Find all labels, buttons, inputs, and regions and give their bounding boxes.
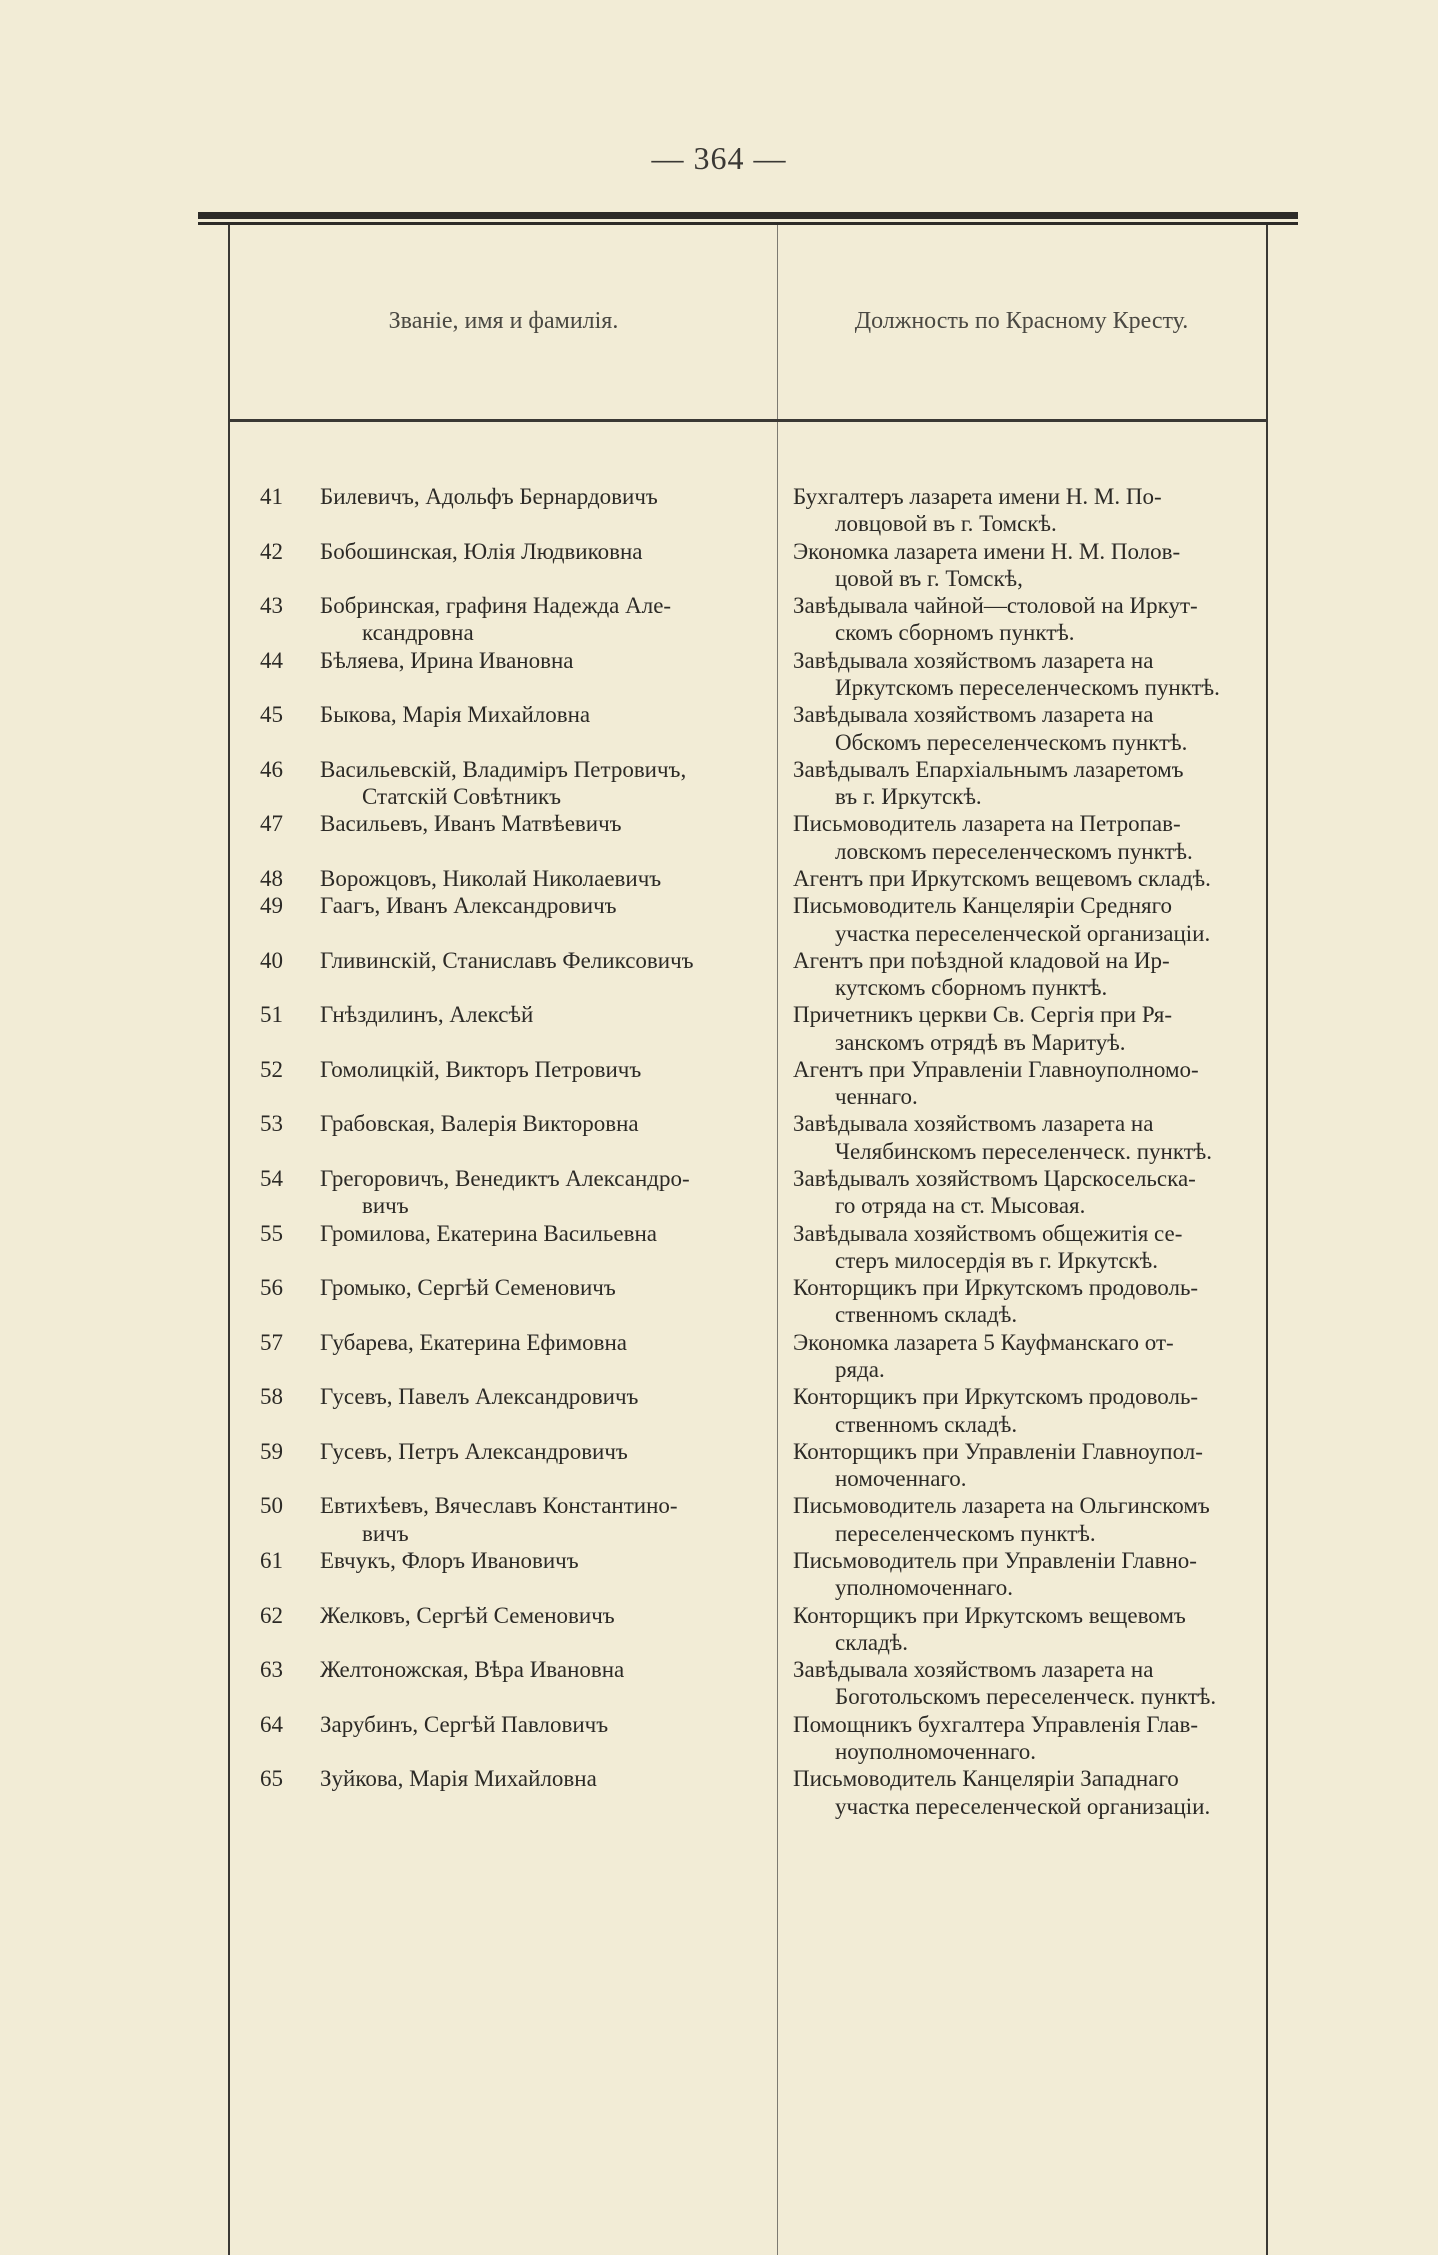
entry-position: Агентъ при Управленіи Главноуполномо-: [793, 1056, 1199, 1082]
entry-name: Громилова, Екатерина Васильевна: [320, 1220, 657, 1246]
entry-name-cell: [283, 1602, 777, 1657]
table-row: [0, 1602, 1438, 1657]
table-row: [0, 947, 1438, 1002]
entry-position: Конторщикъ при Управленіи Главноупол-: [793, 1438, 1203, 1464]
entry-name-cell: [283, 810, 777, 865]
table-row: [0, 1711, 1438, 1766]
entry-name: Губарева, Екатерина Ефимовна: [320, 1329, 628, 1355]
entry-position-cell: [777, 647, 1237, 702]
table-row: [0, 1438, 1438, 1493]
entry-number: 43: [260, 593, 283, 619]
table-row: [0, 1383, 1438, 1438]
entry-position-continued: стеръ милосердія въ г. Иркутскѣ.: [835, 1247, 1159, 1273]
entry-position-cell: [777, 1602, 1237, 1657]
entry-position-cell: [777, 1165, 1237, 1220]
entry-name: Громыко, Сергѣй Семеновичъ: [320, 1275, 616, 1301]
entry-number: 56: [260, 1275, 283, 1301]
entry-name-cell: [283, 1765, 777, 1820]
entry-position-continued: уполномоченнаго.: [835, 1575, 1014, 1601]
entry-position-cell: [777, 892, 1237, 947]
entry-number: 63: [260, 1657, 283, 1683]
entry-name-continued: вичъ: [362, 1520, 409, 1546]
entry-name: Гомолицкій, Викторъ Петровичъ: [320, 1056, 642, 1082]
entry-position-continued: участка переселенческой организаціи.: [835, 1793, 1211, 1819]
entry-position-continued: ряда.: [835, 1357, 885, 1382]
entry-name: Билевичъ, Адольфъ Бернардовичъ: [320, 484, 658, 509]
entry-position: Помощникъ бухгалтера Управленія Глав-: [793, 1711, 1199, 1737]
table-row: [0, 892, 1438, 947]
entry-position-continued: кутскомъ сборномъ пунктѣ.: [835, 975, 1108, 1001]
entry-position-cell: [777, 1056, 1237, 1111]
entry-name: Ворожцовъ, Николай Николаевичъ: [320, 865, 662, 891]
entry-number: 44: [260, 647, 283, 673]
entry-name: Зуйкова, Марія Михайловна: [320, 1766, 597, 1792]
table-row: [0, 1110, 1438, 1165]
entry-name: Васильевъ, Иванъ Матвѣевичъ: [320, 811, 622, 837]
entry-position: Завѣдывала хозяйствомъ лазарета на: [793, 702, 1154, 728]
entry-position-continued: складѣ.: [835, 1629, 909, 1655]
entry-position: Письмоводитель при Управленіи Главно-: [793, 1547, 1197, 1573]
entry-number: 46: [260, 756, 283, 782]
entry-position-continued: участка переселенческой организаціи.: [835, 920, 1211, 946]
entry-number: 65: [260, 1766, 283, 1792]
entry-name: Гливинскій, Станиславъ Феликсовичъ: [320, 947, 694, 973]
entry-number: 51: [260, 1002, 283, 1028]
entry-position-cell: [777, 1383, 1237, 1438]
entry-position-continued: номоченнаго.: [835, 1466, 967, 1492]
table-row: [0, 1492, 1438, 1547]
table-row: [0, 1329, 1438, 1384]
entry-number: 49: [260, 893, 283, 919]
entry-position: Бухгалтеръ лазарета имени Н. М. По-: [793, 484, 1162, 509]
entry-position: Завѣдывала хозяйствомъ общежитія се-: [793, 1220, 1183, 1246]
table-row: [0, 1765, 1438, 1820]
entry-name-cell: [283, 1110, 777, 1165]
entry-position-cell: [777, 1329, 1237, 1384]
table-row: [0, 1656, 1438, 1711]
entry-name: Васильевскій, Владиміръ Петровичъ,: [320, 756, 687, 782]
entry-name-cell: [283, 1383, 777, 1438]
entry-name-cell: [283, 1711, 777, 1766]
entry-name: Грабовская, Валерія Викторовна: [320, 1111, 639, 1137]
entry-number: 64: [260, 1711, 283, 1737]
table-row: [0, 1274, 1438, 1329]
table-row: [0, 865, 1438, 892]
entry-number: 41: [260, 484, 283, 509]
entry-position-cell: [777, 1001, 1237, 1056]
entry-number: 62: [260, 1602, 283, 1628]
entry-position-continued: ственномъ складѣ.: [835, 1411, 1018, 1437]
entry-name-cell: [283, 1492, 777, 1547]
entry-number: 42: [260, 538, 283, 564]
entry-number: 52: [260, 1056, 283, 1082]
entry-name: Желтоножская, Вѣра Ивановна: [320, 1657, 625, 1683]
entry-position-continued: въ г. Иркутскѣ.: [835, 784, 982, 810]
entry-position-continued: ченнаго.: [835, 1084, 918, 1110]
entry-position: Завѣдывалъ хозяйствомъ Царскосельска-: [793, 1166, 1196, 1192]
entry-position-continued: занскомъ отрядѣ въ Маритуѣ.: [835, 1029, 1126, 1055]
entry-position-cell: [777, 756, 1237, 811]
entry-number: 58: [260, 1384, 283, 1410]
table-row: [0, 538, 1438, 593]
entry-position-continued: переселенческомъ пунктѣ.: [835, 1520, 1096, 1546]
entry-position-cell: [777, 483, 1237, 538]
table-row: [0, 1220, 1438, 1275]
entry-name-cell: [283, 1656, 777, 1711]
page-number: — 364 —: [651, 140, 787, 176]
entry-position: Завѣдывалъ Епархіальнымъ лазаретомъ: [793, 756, 1184, 782]
entry-name-cell: [283, 701, 777, 756]
entry-position-cell: [777, 1110, 1237, 1165]
entry-position-continued: ноуполномоченнаго.: [835, 1738, 1036, 1764]
entry-name-cell: [283, 1438, 777, 1493]
entry-position-cell: [777, 1220, 1237, 1275]
entry-name-cell: [283, 892, 777, 947]
entry-position-cell: [777, 1274, 1237, 1329]
header-name-column: Званіе, имя и фамилія.: [388, 308, 619, 334]
entry-position: Причетникъ церкви Св. Сергія при Ря-: [793, 1002, 1172, 1028]
entry-name: Бѣляева, Ирина Ивановна: [320, 647, 574, 673]
entry-number: 61: [260, 1547, 283, 1573]
header-rule: [228, 419, 1268, 422]
entry-name-cell: [283, 592, 777, 647]
entry-name-cell: [283, 483, 777, 538]
entry-name-continued: ксандровна: [362, 620, 474, 646]
entry-name: Грегоровичъ, Венедиктъ Александро-: [320, 1166, 690, 1192]
entry-position: Письмоводитель Канцеляріи Средняго: [793, 893, 1172, 919]
entry-position-cell: [777, 1547, 1237, 1602]
entry-name: Гнѣздилинъ, Алексѣй: [320, 1002, 534, 1028]
entry-name-cell: [283, 1220, 777, 1275]
entry-position-continued: цовой въ г. Томскѣ,: [835, 565, 1023, 591]
entry-name-cell: [283, 1329, 777, 1384]
entry-name-cell: [283, 947, 777, 1002]
entry-position: Письмоводитель лазарета на Ольгинскомъ: [793, 1493, 1210, 1519]
entry-name-cell: [283, 538, 777, 593]
entry-name: Евчукъ, Флоръ Ивановичъ: [320, 1547, 579, 1573]
entry-number: 54: [260, 1166, 283, 1192]
entry-position-cell: [777, 1438, 1237, 1493]
entry-position: Конторщикъ при Иркутскомъ продоволь-: [793, 1275, 1199, 1301]
entry-position-cell: [777, 701, 1237, 756]
entry-number: 47: [260, 811, 283, 837]
table-row: [0, 647, 1438, 702]
table-row: [0, 810, 1438, 865]
table-row: [0, 483, 1438, 538]
entry-number: 40: [260, 947, 283, 973]
entry-position-continued: ловскомъ переселенческомъ пунктѣ.: [835, 838, 1193, 864]
entry-name: Быкова, Марія Михайловна: [320, 702, 591, 728]
table-row: [0, 1056, 1438, 1111]
entry-position-cell: [777, 1711, 1237, 1766]
entry-position-continued: ственномъ складѣ.: [835, 1302, 1018, 1328]
entries-table: [0, 483, 1438, 1820]
entry-position-continued: Иркутскомъ переселенческомъ пунктѣ.: [835, 674, 1220, 700]
entry-name: Гусевъ, Петръ Александровичъ: [320, 1438, 628, 1464]
entry-name-continued: вичъ: [362, 1193, 409, 1219]
entry-name: Гаагъ, Иванъ Александровичъ: [320, 893, 617, 919]
entry-position-continued: ловцовой въ г. Томскѣ.: [835, 511, 1057, 537]
entry-position: Агентъ при поѣздной кладовой на Ир-: [793, 947, 1170, 973]
entry-name: Желковъ, Сергѣй Семеновичъ: [320, 1602, 615, 1628]
header-position-column: Должность по Красному Кресту.: [854, 308, 1189, 334]
entry-number: 59: [260, 1438, 283, 1464]
entry-name-cell: [283, 756, 777, 811]
entry-position: Письмоводитель Канцеляріи Западнаго: [793, 1766, 1179, 1792]
table-row: [0, 1547, 1438, 1602]
entry-name-cell: [283, 1274, 777, 1329]
entry-name: Евтихѣевъ, Вячеславъ Константино-: [320, 1493, 678, 1519]
table-row: [0, 1001, 1438, 1056]
table-row: [0, 701, 1438, 756]
entry-number: 55: [260, 1220, 283, 1246]
entry-number: 57: [260, 1329, 283, 1355]
entry-position: Завѣдывала хозяйствомъ лазарета на: [793, 1657, 1154, 1683]
entry-position: Завѣдывала чайной—столовой на Иркут-: [793, 593, 1198, 619]
entry-position-cell: [777, 1492, 1237, 1547]
top-rule-thick: [198, 212, 1298, 219]
entry-position-cell: [777, 810, 1237, 865]
entry-position: Завѣдывала хозяйствомъ лазарета на: [793, 647, 1154, 673]
entry-number: 48: [260, 865, 283, 891]
entry-name-cell: [283, 1056, 777, 1111]
entry-position: Агентъ при Иркутскомъ вещевомъ складѣ.: [793, 865, 1211, 891]
entry-position-cell: [777, 1765, 1237, 1820]
entry-position-continued: Обскомъ переселенческомъ пунктѣ.: [835, 729, 1188, 755]
entry-position-cell: [777, 947, 1237, 1002]
entry-position-continued: Челябинскомъ переселенческ. пунктѣ.: [835, 1138, 1213, 1164]
entry-position: Конторщикъ при Иркутскомъ вещевомъ: [793, 1602, 1186, 1628]
entry-position-cell: [777, 592, 1237, 647]
entry-position-continued: скомъ сборномъ пунктѣ.: [835, 620, 1075, 646]
entry-position: Экономка лазарета 5 Кауфманскаго от-: [793, 1329, 1174, 1355]
entry-position-cell: [777, 1656, 1237, 1711]
entry-position-continued: Боготольскомъ переселенческ. пунктѣ.: [835, 1684, 1217, 1710]
entry-position: Завѣдывала хозяйствомъ лазарета на: [793, 1111, 1154, 1137]
entry-name: Гусевъ, Павелъ Александровичъ: [320, 1384, 639, 1410]
entry-position-continued: го отряда на ст. Мысовая.: [835, 1193, 1086, 1219]
entry-position: Конторщикъ при Иркутскомъ продоволь-: [793, 1384, 1199, 1410]
entry-number: 53: [260, 1111, 283, 1137]
entry-name: Бобринская, графиня Надежда Але-: [320, 593, 672, 619]
entry-name: Бобошинская, Юлія Людвиковна: [320, 538, 643, 564]
entry-position: Письмоводитель лазарета на Петропав-: [793, 811, 1181, 837]
table-row: [0, 592, 1438, 647]
entry-name-cell: [283, 1547, 777, 1602]
table-row: [0, 756, 1438, 811]
entry-name-cell: [283, 647, 777, 702]
entry-name-cell: [283, 865, 777, 892]
entry-number: 45: [260, 702, 283, 728]
entry-name: Зарубинъ, Сергѣй Павловичъ: [320, 1711, 609, 1737]
entry-position-cell: [777, 538, 1237, 593]
entry-position-cell: [777, 865, 1237, 892]
entry-name-cell: [283, 1165, 777, 1220]
table-row: [0, 1165, 1438, 1220]
entry-name-continued: Статскій Совѣтникъ: [362, 784, 562, 810]
entry-name-cell: [283, 1001, 777, 1056]
entry-number: 50: [260, 1493, 283, 1519]
entry-position: Экономка лазарета имени Н. М. Полов-: [793, 538, 1181, 564]
